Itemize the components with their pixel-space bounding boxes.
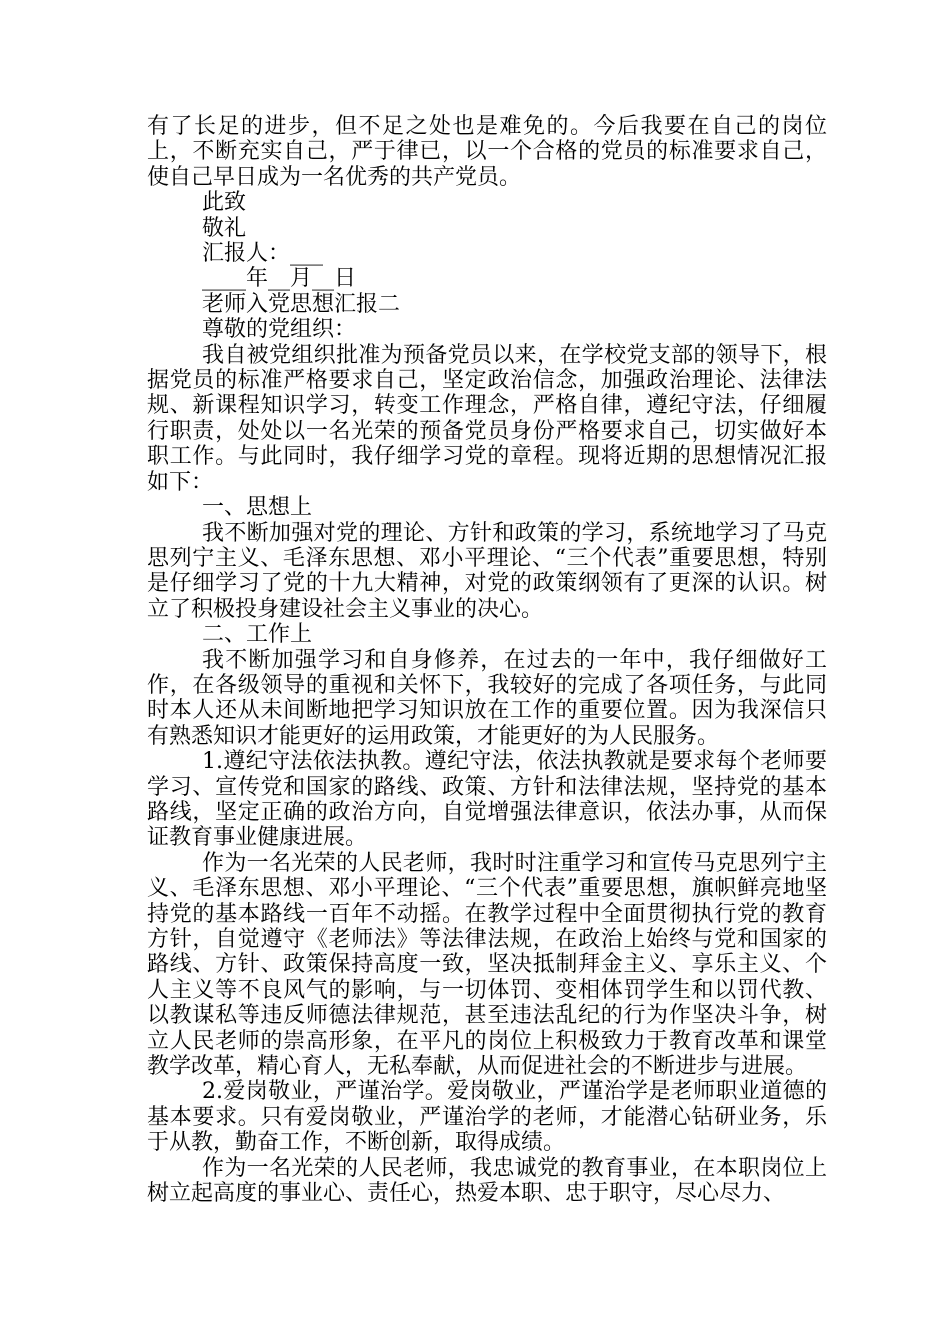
section-title: 老师入党思想汇报二 xyxy=(202,291,401,317)
body-paragraph-5: 作为一名光荣的人民老师，我时时注重学习和宣传马克思列宁主义、毛泽东思想、邓小平理论、“三个代表”重要思想，旗帜鲜亮地坚持党的基本路线一百年不动摇。在教学过程中全面贯彻执行党的教育方针，自觉遵守《老师法》等法律法规，在政治上始终与党和国家的路线、方针、政策保持高度一致，坚决抵制拜金主义、享乐主义、个人主义等不良风气的影响，与一切体罚、变相体罚学生和以罚代教、以教谋私等违反师德法律规范，甚至违法乱纪的行为作坚决斗争，树立人民老师的崇高形象，在平凡的岗位上积极致力于教育改革和课堂教学改革，精心育人，无私奉献，从而促进社会的不断进步与进展。 xyxy=(147,850,827,1080)
heading-work: 二、工作上 xyxy=(202,622,313,648)
body-paragraph-3: 我不断加强学习和自身修养，在过去的一年中，我仔细做好工作，在各级领导的重视和关怀下，我较好的完成了各项任务，与此同时本人还从未间断地把学习知识放在工作的重要位置。因为我深信只有熟悉知识才能更好的运用政策，才能更好的为人民服务。 xyxy=(147,647,827,749)
closing-line-1: 此致 xyxy=(202,190,247,216)
heading-thought: 一、思想上 xyxy=(202,495,313,521)
reporter-line: 汇报人：___ xyxy=(202,241,324,267)
salutation: 尊敬的党组织： xyxy=(202,317,357,343)
body-paragraph-1: 我自被党组织批准为预备党员以来，在学校党支部的领导下，根据党员的标准严格要求自己，坚定政治信念，加强政治理论、法律法规、新课程知识学习，转变工作理念，严格自律，遵纪守法，仔细履行职责，处处以一名光荣的预备党员身份严格要求自己，切实做好本职工作。与此同时，我仔细学习党的章程。现将近期的思想情况汇报如下： xyxy=(147,342,827,495)
document-page xyxy=(147,114,827,1206)
date-line: ____年__月__日 xyxy=(202,266,357,292)
body-paragraph-2: 我不断加强对党的理论、方针和政策的学习，系统地学习了马克思列宁主义、毛泽东思想、邓小平理论、“三个代表”重要思想，特别是仔细学习了党的十九大精神，对党的政策纲领有了更深的认识。树立了积极投身建设社会主义事业的决心。 xyxy=(147,520,827,622)
closing-line-2: 敬礼 xyxy=(202,215,247,241)
body-paragraph-7: 作为一名光荣的人民老师，我忠诚党的教育事业，在本职岗位上树立起高度的事业心、责任心，热爱本职、忠于职守，尽心尽力、 xyxy=(147,1155,827,1207)
intro-tail-paragraph: 有了长足的进步，但不足之处也是难免的。今后我要在自己的岗位上，不断充实自己，严于律已，以一个合格的党员的标准要求自己，使自己早日成为一名优秀的共产党员。 xyxy=(147,114,827,190)
body-paragraph-4: 1.遵纪守法依法执教。遵纪守法，依法执教就是要求每个老师要学习、宣传党和国家的路线、政策、方针和法律法规，坚持党的基本路线，坚定正确的政治方向，自觉增强法律意识，依法办事，从而保证教育事业健康进展。 xyxy=(147,749,827,851)
body-paragraph-6: 2.爱岗敬业，严谨治学。爱岗敬业，严谨治学是老师职业道德的基本要求。只有爱岗敬业，严谨治学的老师，才能潜心钻研业务，乐于从教，勤奋工作，不断创新，取得成绩。 xyxy=(147,1079,827,1156)
